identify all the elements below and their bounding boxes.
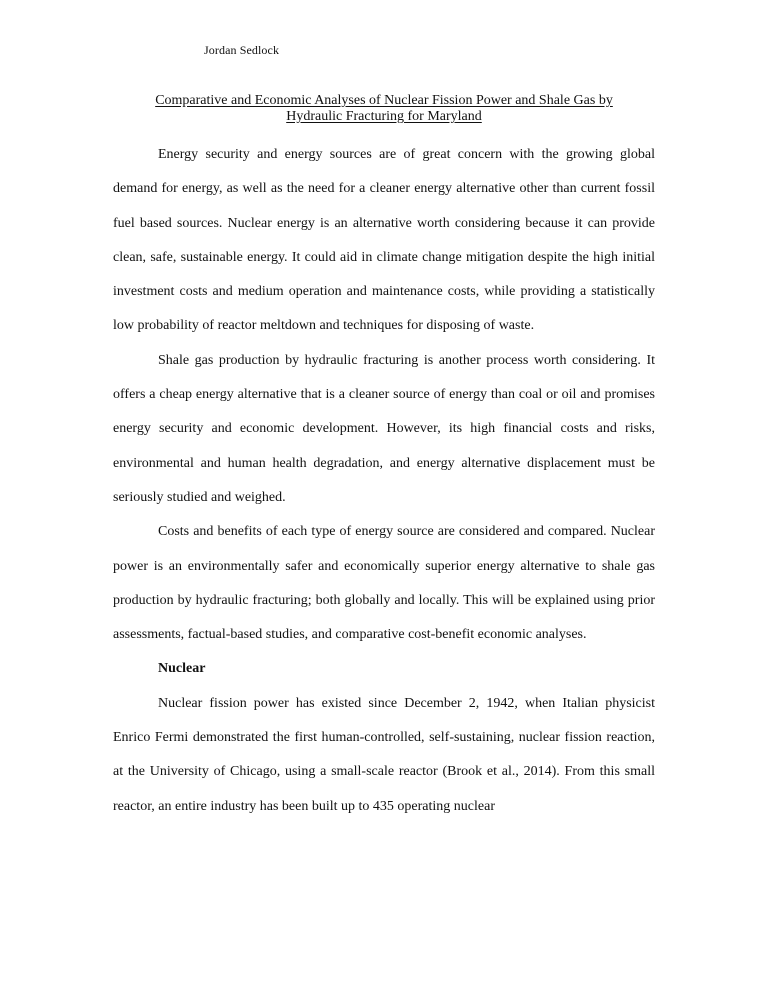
title-line-1: Comparative and Economic Analyses of Nuclear Fission Power and Shale Gas by	[155, 93, 613, 108]
document-title	[112, 93, 656, 125]
title-line-2: Hydraulic Fracturing for Maryland	[286, 109, 482, 124]
paragraph-3: Costs and benefits of each type of energy source are considered and compared. Nuclear power is an environmentally safer and economically superior energy alternative to shale gas production by hydraulic fracturing; both globally and locally. This will be explained using prior assessments, factual-based studies, and comparative cost-benefit economic analyses.	[113, 524, 655, 643]
section-paragraph-nuclear: Nuclear fission power has existed since December 2, 1942, when Italian physicist Enrico Fermi demonstrated the first human-controlled, self-sustaining, nuclear fission reaction, at the University of Chicago, using a small-scale reactor (Brook et al., 2014). From this small reactor, an entire industry has been built up to 435 operating nuclear	[113, 695, 655, 814]
paragraph-2: Shale gas production by hydraulic fracturing is another process worth considering. It offers a cheap energy alternative that is a cleaner source of energy than coal or oil and promises energy security and economic development. However, its high financial costs and risks, environmental and human health degradation, and energy alternative displacement must be seriously studied and weighed.	[113, 352, 655, 505]
author-name: Jordan Sedlock	[204, 43, 280, 57]
section-heading-nuclear: Nuclear	[158, 661, 206, 677]
document-body	[113, 138, 655, 824]
paragraph-1: Energy security and energy sources are of great concern with the growing global demand for energy, as well as the need for a cleaner energy alternative other than current fossil fuel based sources. Nuclear energy is an alternative worth considering because it can provide clean, safe, sustainable energy. It could aid in climate change mitigation despite the high initial investment costs and medium operation and maintenance costs, while providing a statistically low probability of reactor meltdown and techniques for disposing of waste.	[113, 147, 655, 334]
